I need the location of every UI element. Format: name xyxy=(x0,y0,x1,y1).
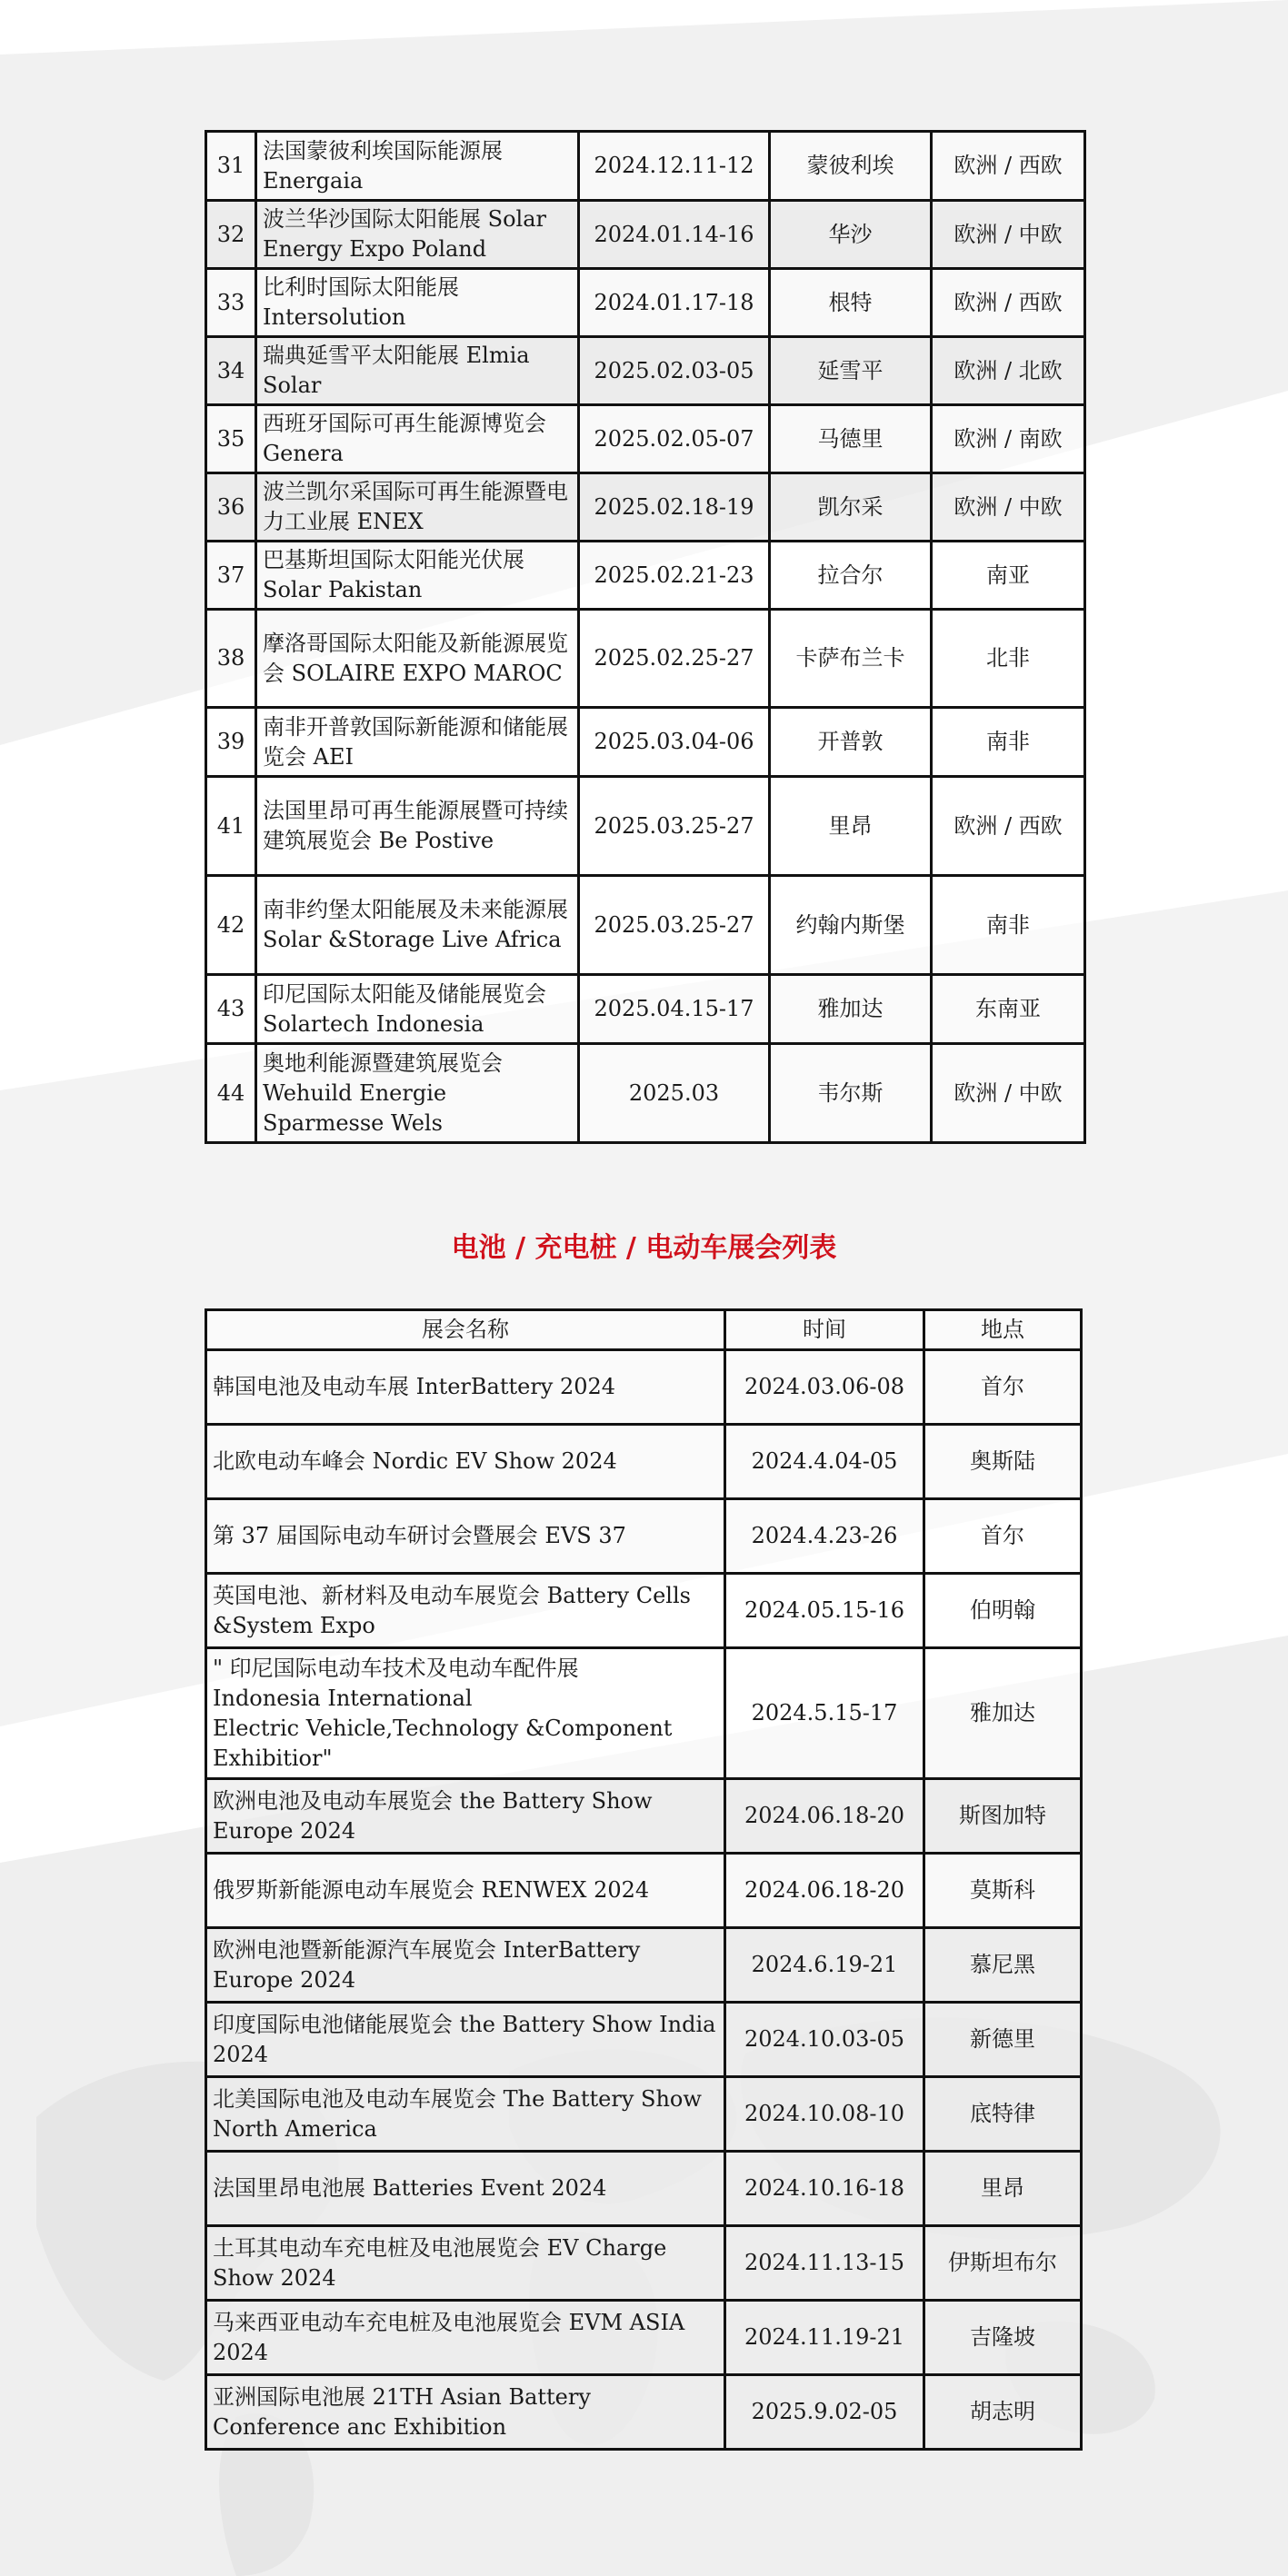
expo-name: 瑞典延雪平太阳能展 Elmia Solar xyxy=(256,337,579,405)
expo-name: 法国里昂可再生能源展暨可持续建筑展览会 Be Postive xyxy=(256,777,579,876)
expo-date: 2024.01.14-16 xyxy=(579,201,770,269)
expo-date: 2025.03.04-06 xyxy=(579,708,770,777)
table-row xyxy=(206,132,1085,201)
header-city: 地点 xyxy=(924,1310,1082,1350)
expo-city: 斯图加特 xyxy=(924,1779,1082,1854)
expo-date: 2024.6.19-21 xyxy=(725,1928,924,2003)
expo-city: 韦尔斯 xyxy=(770,1044,932,1143)
expo-date: 2025.03.25-27 xyxy=(579,777,770,876)
expo-region: 欧洲 / 中欧 xyxy=(932,473,1085,542)
expo-name: 西班牙国际可再生能源博览会 Genera xyxy=(256,405,579,473)
expo-date: 2024.10.16-18 xyxy=(725,2152,924,2226)
table-row xyxy=(206,2003,1082,2077)
expo-city: 胡志明 xyxy=(924,2375,1082,2450)
expo-region: 东南亚 xyxy=(932,975,1085,1044)
expo-date: 2024.4.23-26 xyxy=(725,1499,924,1574)
expo-name: 欧洲电池暨新能源汽车展览会 InterBattery Europe 2024 xyxy=(206,1928,725,2003)
table-row xyxy=(206,1574,1082,1648)
expo-date: 2024.05.15-16 xyxy=(725,1574,924,1648)
table-row xyxy=(206,1425,1082,1499)
expo-name: 比利时国际太阳能展 Intersolution xyxy=(256,269,579,337)
expo-date: 2025.02.05-07 xyxy=(579,405,770,473)
expo-name: 印尼国际太阳能及储能展览会 Solartech Indonesia xyxy=(256,975,579,1044)
expo-date: 2024.06.18-20 xyxy=(725,1854,924,1928)
table-row xyxy=(206,1779,1082,1854)
battery-section-title: 电池 / 充电桩 / 电动车展会列表 xyxy=(451,1232,837,1264)
expo-date: 2025.02.21-23 xyxy=(579,542,770,610)
expo-region: 欧洲 / 西欧 xyxy=(932,132,1085,201)
expo-name: 北欧电动车峰会 Nordic EV Show 2024 xyxy=(206,1425,725,1499)
expo-date: 2025.02.18-19 xyxy=(579,473,770,542)
expo-name: 土耳其电动车充电桩及电池展览会 EV Charge Show 2024 xyxy=(206,2226,725,2301)
table-row xyxy=(206,2226,1082,2301)
expo-name: 欧洲电池及电动车展览会 the Battery Show Europe 2024 xyxy=(206,1779,725,1854)
expo-city: 根特 xyxy=(770,269,932,337)
expo-region: 欧洲 / 中欧 xyxy=(932,1044,1085,1143)
table-row xyxy=(206,2152,1082,2226)
table-row xyxy=(206,1928,1082,2003)
expo-date: 2025.03.25-27 xyxy=(579,876,770,975)
expo-date: 2024.5.15-17 xyxy=(725,1648,924,1779)
expo-name: 摩洛哥国际太阳能及新能源展览会 SOLAIRE EXPO MAROC xyxy=(256,610,579,708)
expo-name: 法国蒙彼利埃国际能源展 Energaia xyxy=(256,132,579,201)
expo-name: 俄罗斯新能源电动车展览会 RENWEX 2024 xyxy=(206,1854,725,1928)
row-number: 38 xyxy=(206,610,256,708)
expo-city: 凯尔采 xyxy=(770,473,932,542)
expo-region: 欧洲 / 中欧 xyxy=(932,201,1085,269)
table-row xyxy=(206,1044,1085,1143)
row-number: 43 xyxy=(206,975,256,1044)
table-row xyxy=(206,876,1085,975)
table-row xyxy=(206,777,1085,876)
row-number: 42 xyxy=(206,876,256,975)
expo-city: 雅加达 xyxy=(924,1648,1082,1779)
table-row xyxy=(206,975,1085,1044)
expo-name: 韩国电池及电动车展 InterBattery 2024 xyxy=(206,1350,725,1425)
expo-date: 2024.4.04-05 xyxy=(725,1425,924,1499)
row-number: 44 xyxy=(206,1044,256,1143)
row-number: 31 xyxy=(206,132,256,201)
expo-city: 奥斯陆 xyxy=(924,1425,1082,1499)
expo-date: 2024.11.13-15 xyxy=(725,2226,924,2301)
expo-date: 2024.12.11-12 xyxy=(579,132,770,201)
expo-region: 南非 xyxy=(932,708,1085,777)
expo-date: 2025.02.25-27 xyxy=(579,610,770,708)
expo-city: 慕尼黑 xyxy=(924,1928,1082,2003)
expo-name: 波兰凯尔采国际可再生能源暨电力工业展 ENEX xyxy=(256,473,579,542)
table-row xyxy=(206,2077,1082,2152)
row-number: 37 xyxy=(206,542,256,610)
table-row xyxy=(206,1350,1082,1425)
table-row xyxy=(206,542,1085,610)
expo-date: 2025.02.03-05 xyxy=(579,337,770,405)
expo-date: 2025.03 xyxy=(579,1044,770,1143)
expo-city: 蒙彼利埃 xyxy=(770,132,932,201)
row-number: 34 xyxy=(206,337,256,405)
expo-name: 印度国际电池储能展览会 the Battery Show India 2024 xyxy=(206,2003,725,2077)
row-number: 36 xyxy=(206,473,256,542)
table-row xyxy=(206,708,1085,777)
expo-name: 英国电池、新材料及电动车展览会 Battery Cells &System Expo xyxy=(206,1574,725,1648)
expo-city: 约翰内斯堡 xyxy=(770,876,932,975)
expo-region: 南亚 xyxy=(932,542,1085,610)
table-row xyxy=(206,1499,1082,1574)
row-number: 35 xyxy=(206,405,256,473)
expo-city: 里昂 xyxy=(924,2152,1082,2226)
expo-region: 欧洲 / 西欧 xyxy=(932,269,1085,337)
expo-city: 雅加达 xyxy=(770,975,932,1044)
table-row xyxy=(206,405,1085,473)
expo-name: 南非开普敦国际新能源和储能展览会 AEI xyxy=(256,708,579,777)
table-row xyxy=(206,337,1085,405)
expo-city: 新德里 xyxy=(924,2003,1082,2077)
expo-date: 2024.11.19-21 xyxy=(725,2301,924,2375)
row-number: 32 xyxy=(206,201,256,269)
table-row xyxy=(206,2375,1082,2450)
table-row xyxy=(206,201,1085,269)
table-header-row xyxy=(206,1310,1082,1350)
row-number: 41 xyxy=(206,777,256,876)
expo-name: " 印尼国际电动车技术及电动车配件展 Indonesia International Electric Vehicle,Technology &Component Exhibitior" xyxy=(206,1648,725,1779)
table-row xyxy=(206,1648,1082,1779)
expo-city: 华沙 xyxy=(770,201,932,269)
expo-region: 欧洲 / 西欧 xyxy=(932,777,1085,876)
expo-name: 法国里昂电池展 Batteries Event 2024 xyxy=(206,2152,725,2226)
expo-date: 2025.9.02-05 xyxy=(725,2375,924,2450)
expo-city: 卡萨布兰卡 xyxy=(770,610,932,708)
expo-date: 2025.04.15-17 xyxy=(579,975,770,1044)
expo-name: 奥地利能源暨建筑展览会 Wehuild Energie Sparmesse Wels xyxy=(256,1044,579,1143)
table-row xyxy=(206,610,1085,708)
expo-date: 2024.10.08-10 xyxy=(725,2077,924,2152)
table-row xyxy=(206,2301,1082,2375)
expo-date: 2024.01.17-18 xyxy=(579,269,770,337)
expo-city: 马德里 xyxy=(770,405,932,473)
expo-region: 欧洲 / 南欧 xyxy=(932,405,1085,473)
row-number: 39 xyxy=(206,708,256,777)
row-number: 33 xyxy=(206,269,256,337)
expo-city: 延雪平 xyxy=(770,337,932,405)
table-row xyxy=(206,1854,1082,1928)
expo-region: 南非 xyxy=(932,876,1085,975)
expo-city: 拉合尔 xyxy=(770,542,932,610)
battery-expo-table xyxy=(205,1308,1083,2451)
expo-city: 莫斯科 xyxy=(924,1854,1082,1928)
expo-name: 波兰华沙国际太阳能展 Solar Energy Expo Poland xyxy=(256,201,579,269)
expo-city: 底特律 xyxy=(924,2077,1082,2152)
expo-region: 北非 xyxy=(932,610,1085,708)
expo-name: 亚洲国际电池展 21TH Asian Battery Conference anc Exhibition xyxy=(206,2375,725,2450)
expo-name: 第 37 届国际电动车研讨会暨展会 EVS 37 xyxy=(206,1499,725,1574)
expo-date: 2024.06.18-20 xyxy=(725,1779,924,1854)
solar-expo-table xyxy=(205,130,1086,1144)
expo-region: 欧洲 / 北欧 xyxy=(932,337,1085,405)
expo-city: 首尔 xyxy=(924,1350,1082,1425)
expo-name: 巴基斯坦国际太阳能光伏展 Solar Pakistan xyxy=(256,542,579,610)
expo-city: 开普敦 xyxy=(770,708,932,777)
expo-name: 南非约堡太阳能展及未来能源展 Solar &Storage Live Africa xyxy=(256,876,579,975)
expo-name: 马来西亚电动车充电桩及电池展览会 EVM ASIA 2024 xyxy=(206,2301,725,2375)
expo-date: 2024.10.03-05 xyxy=(725,2003,924,2077)
header-date: 时间 xyxy=(725,1310,924,1350)
expo-name: 北美国际电池及电动车展览会 The Battery Show North America xyxy=(206,2077,725,2152)
expo-date: 2024.03.06-08 xyxy=(725,1350,924,1425)
table-row xyxy=(206,473,1085,542)
expo-city: 伯明翰 xyxy=(924,1574,1082,1648)
expo-city: 吉隆坡 xyxy=(924,2301,1082,2375)
expo-city: 首尔 xyxy=(924,1499,1082,1574)
header-expo-name: 展会名称 xyxy=(206,1310,725,1350)
table-row xyxy=(206,269,1085,337)
expo-city: 里昂 xyxy=(770,777,932,876)
expo-city: 伊斯坦布尔 xyxy=(924,2226,1082,2301)
